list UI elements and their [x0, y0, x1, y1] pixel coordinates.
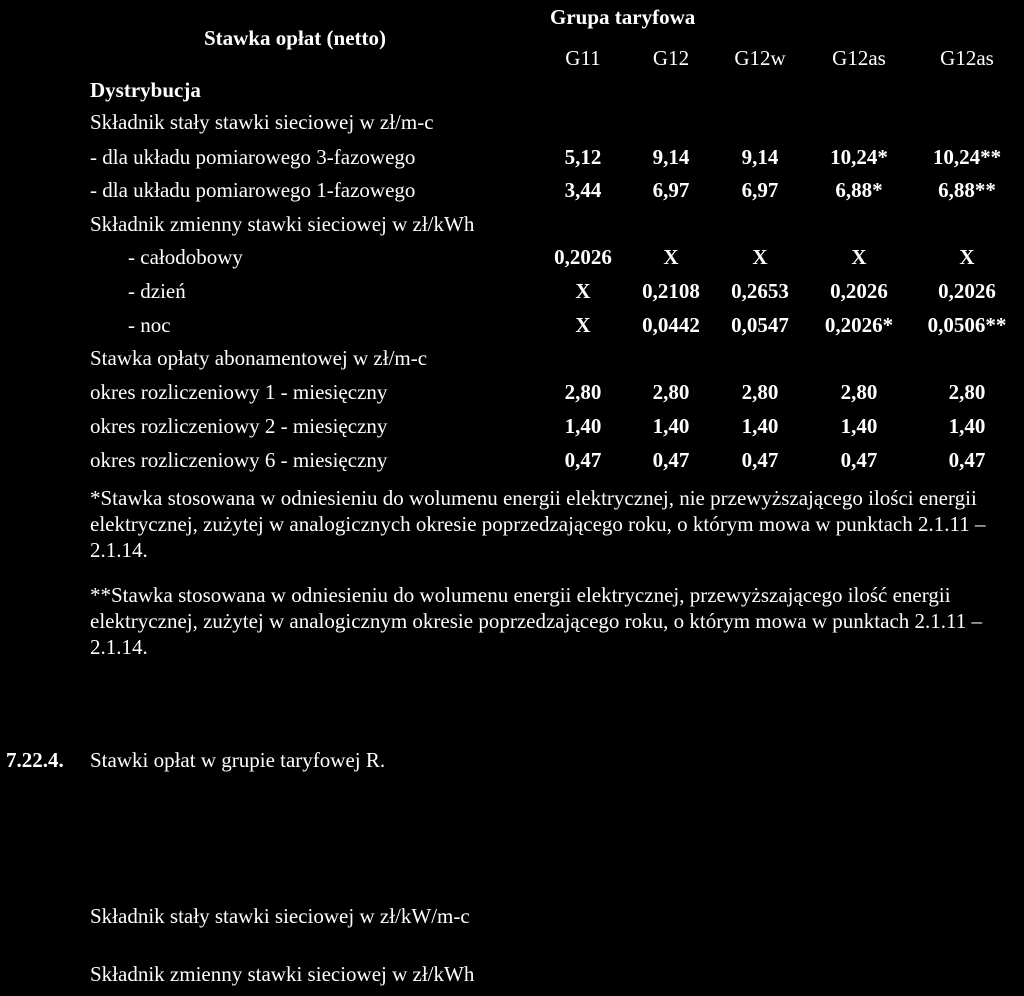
- cell-value: 9,14: [741, 145, 779, 169]
- cell-value: X: [575, 313, 591, 337]
- column-header-g12as: G12as: [832, 46, 886, 70]
- section-r-line-2: Składnik zmienny stawki sieciowej w zł/kWh: [90, 962, 475, 986]
- cell-value: X: [575, 279, 591, 303]
- cell-value: 0,47: [652, 448, 690, 472]
- cell-value: 0,2653: [731, 279, 789, 303]
- row-label: - całodobowy: [128, 245, 243, 269]
- footnote-2: **Stawka stosowana w odniesieniu do wolumenu energii elektrycznej, przewyższającego ilość energii elektrycznej, zużytej w analogicznym okresie poprzedzającego roku, o którym mowa w punktach 2.1.11 – 2.1.14.: [90, 583, 982, 659]
- cell-value: 6,97: [652, 178, 690, 202]
- cell-value: 0,0506**: [927, 313, 1007, 337]
- rate-header: Stawka opłat (netto): [204, 26, 386, 50]
- cell-value: 10,24*: [830, 145, 888, 169]
- cell-value: 6,88*: [835, 178, 883, 202]
- group-header: Grupa taryfowa: [550, 5, 696, 29]
- cell-value: 0,2026: [554, 245, 612, 269]
- cell-value: 3,44: [564, 178, 602, 202]
- row-label: - dla układu pomiarowego 1-fazowego: [90, 178, 416, 202]
- cell-value: 1,40: [564, 414, 602, 438]
- cell-value: 1,40: [652, 414, 690, 438]
- cell-value: 5,12: [564, 145, 602, 169]
- column-header-g12w: G12w: [734, 46, 786, 70]
- cell-value: 2,80: [948, 380, 986, 404]
- section-number: 7.22.4.: [6, 748, 64, 772]
- cell-value: 0,0547: [731, 313, 789, 337]
- section-title-r: Stawki opłat w grupie taryfowej R.: [90, 748, 386, 772]
- row-label: Składnik zmienny stawki sieciowej w zł/kWh: [90, 212, 475, 236]
- cell-value: 6,88**: [938, 178, 996, 202]
- cell-value: X: [851, 245, 867, 269]
- cell-value: 1,40: [741, 414, 779, 438]
- row-label: Składnik stały stawki sieciowej w zł/m-c: [90, 110, 434, 134]
- column-header-g12: G12: [652, 46, 690, 70]
- row-label: - dla układu pomiarowego 3-fazowego: [90, 145, 416, 169]
- cell-value: 0,0442: [642, 313, 700, 337]
- cell-value: 6,97: [741, 178, 779, 202]
- cell-value: 0,2026: [938, 279, 996, 303]
- cell-value: 0,2108: [642, 279, 700, 303]
- footnote-1: *Stawka stosowana w odniesieniu do wolumenu energii elektrycznej, nie przewyższającego ilości energii elektrycznej, zużytej w analogicznych okresie poprzedzającego roku, o którym mowa w punktach 2.1.11 – 2.1.14.: [90, 486, 986, 562]
- row-label: Stawka opłaty abonamentowej w zł/m-c: [90, 346, 428, 370]
- cell-value: 2,80: [741, 380, 779, 404]
- row-label: okres rozliczeniowy 6 - miesięczny: [90, 448, 388, 472]
- section-r-line-1: Składnik stały stawki sieciowej w zł/kW/m-c: [90, 904, 470, 928]
- cell-value: 1,40: [840, 414, 878, 438]
- cell-value: X: [663, 245, 679, 269]
- cell-value: 2,80: [652, 380, 690, 404]
- column-header-g11: G11: [565, 46, 601, 70]
- cell-value: 2,80: [840, 380, 878, 404]
- section-title: Dystrybucja: [90, 78, 201, 102]
- row-label: okres rozliczeniowy 1 - miesięczny: [90, 380, 388, 404]
- cell-value: 1,40: [948, 414, 986, 438]
- row-label: - dzień: [128, 279, 186, 303]
- row-label: - noc: [128, 313, 171, 337]
- cell-value: X: [752, 245, 768, 269]
- cell-value: 2,80: [564, 380, 602, 404]
- cell-value: 0,47: [840, 448, 878, 472]
- cell-value: 0,2026: [830, 279, 888, 303]
- column-header-g12as-2: G12as: [940, 46, 994, 70]
- row-label: okres rozliczeniowy 2 - miesięczny: [90, 414, 388, 438]
- cell-value: 0,47: [564, 448, 602, 472]
- cell-value: 10,24**: [932, 145, 1002, 169]
- cell-value: 0,47: [948, 448, 986, 472]
- cell-value: 0,2026*: [824, 313, 894, 337]
- cell-value: X: [959, 245, 975, 269]
- cell-value: 0,47: [741, 448, 779, 472]
- cell-value: 9,14: [652, 145, 690, 169]
